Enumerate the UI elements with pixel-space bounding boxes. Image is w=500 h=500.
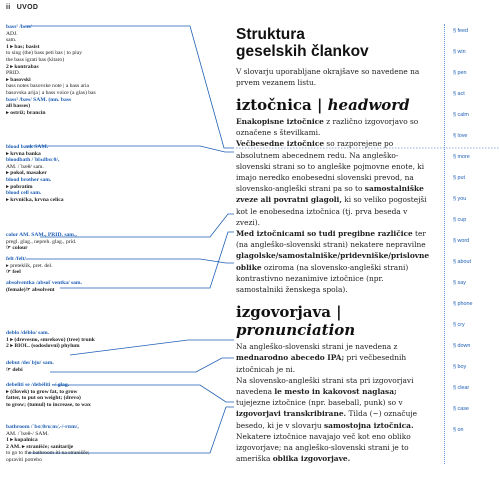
index-item: § more <box>453 154 470 160</box>
index-item: § word <box>453 238 470 244</box>
entry-bass: bass¹ /beɪs/ ADJ. sam. 1 ▸ bas; basist to sing (the) bass peti bas | to play the bass igrati bas (kitaro) 2 ▸ kontrabas PRID. ▸ basovski bass notes basovske note | a bass aria basovska arija | a bass voice (a glas) bas bass² /bæs/ SAM. (mn. bass all basses) ▸ ostriž; brancin <box>6 24 96 116</box>
paragraph-ipa: Na angleško-slovenski strani je navedena z mednarodno abecedo IPA; pri večbesednih iztočnicah je ni. <box>236 342 407 374</box>
entry-color: color AM. SAM., PRID. sam., pregl. glag., nepreh. glag., prid. ☞ colour <box>6 232 77 252</box>
index-item: § clear <box>453 385 470 391</box>
paragraph-stress: Na slovensko-angleški strani sta pri izgovorjavi navedena le mesto in kakovost naglasa; tujejezne iztočnice (npr. baseball, punk) so v izgovorjavi transkribirane. Tilda (~) označuje besedo, ki je v slovarju samostojna iztočnica. Nekatere iztočnice navajajo več kot eno obliko izgovorjave; na angleško-slovenski strani je to ameriška oblika izgovorjave. <box>236 375 418 464</box>
entry-debeliti: debeliti se /debéliti ~/ glag. ▸ (človek) to grow fat, to grow fatter, to put on weight; (drevo) to grow; (tumul) to increase, to wax <box>6 382 91 408</box>
entry-debut: debut /deɪˈbju/ sam. ☞ debi <box>6 360 54 373</box>
intro-text: V slovarju uporabljane okrajšave so navedene na prvem vezanem listu. <box>236 67 420 87</box>
entry-felt: felt /felt/ ▸ preteklik, pret. del. ☞ feel <box>6 256 53 276</box>
thumb-index-column <box>444 24 492 464</box>
section-label: UVOD <box>16 4 39 11</box>
index-item: § feed <box>453 28 468 34</box>
section-heading-headword: iztočnica | headword <box>236 96 410 114</box>
paragraph-multiword: Večbesedne iztočnice so razporejene po absolutnem abecednem redu. Na angleško-slovenski strani so to angleške pojmovne enote, ki imajo neredko enobesedni slovenski prevod, na slovensko-angleški strani pa so to samostalniške zveze ali povratni glagoli, ki so veliko pogostejši kot le enobesedna iztočnica (tj. prva beseda v zvezi). <box>236 139 427 227</box>
index-item: § about <box>453 259 471 265</box>
index-item: § pen <box>453 70 467 76</box>
paragraph-homographs: Enakopisne iztočnice z različno izgovorjavo so označene s številkami. <box>236 117 419 138</box>
page-header <box>6 4 38 11</box>
index-item: § case <box>453 406 469 412</box>
main-text-column <box>236 26 428 464</box>
entry-absolventka: absolventka /absolˈventka/ sam. (female)☞ absolvent <box>6 280 82 293</box>
index-item: § cry <box>453 322 465 328</box>
index-item: § phone <box>453 301 473 307</box>
entry-bathroom: bathroom /ˈbɑːθruːm/,-/-rʊm/, AM. /ˈbæθ-/ SAM. 1 ▸ kopalnica 2 AM. ▸ stranišče; sanitarije to go to the bathroom iti na stranišče; opraviti potrebo <box>6 424 90 463</box>
page-title: Struktura geselskih člankov <box>236 26 369 60</box>
index-item: § win <box>453 49 466 55</box>
index-item: § act <box>453 91 465 97</box>
index-item: § calm <box>453 112 469 118</box>
paragraph-inflected: Med iztočnicami so tudi pregibne različice ter (na angleško-slovenski strani) nekatere nepravilne glagolske/samostalniške/pridevniške/prislovne oblike oziroma (na slovensko-angleški strani) kontrastivno nezanimive iztočnice (npr. samostalniki ženskega spola). <box>236 229 430 295</box>
index-item: § put <box>453 175 465 181</box>
index-item: § you <box>453 196 467 202</box>
page-number: ii <box>6 4 11 11</box>
index-item: § down <box>453 343 471 349</box>
index-item: § boy <box>453 364 467 370</box>
index-item: § cup <box>453 217 467 223</box>
index-item: § love <box>453 133 468 139</box>
section-heading-pronunciation: izgovorjava | pronunciation <box>236 303 356 340</box>
index-item: § on <box>453 427 464 433</box>
entry-blood: blood bank SAM. ▸ krvna banka bloodbath /ˈblʌdbɑːθ/, AM. /ˈbæθ/ sam. ▸ pokol, masaker blood brother sam. ▸ pobratim blood cell sam. ▸ krvnička, krvna celica <box>6 144 64 203</box>
entry-deblo: deblo /déblo/ sam. 1 ▸ (drevesno, smrekovo) (tree) trunk 2 ▸ BIOL. (sodoslovni) phylum <box>6 330 95 350</box>
index-item: § say <box>453 280 466 286</box>
